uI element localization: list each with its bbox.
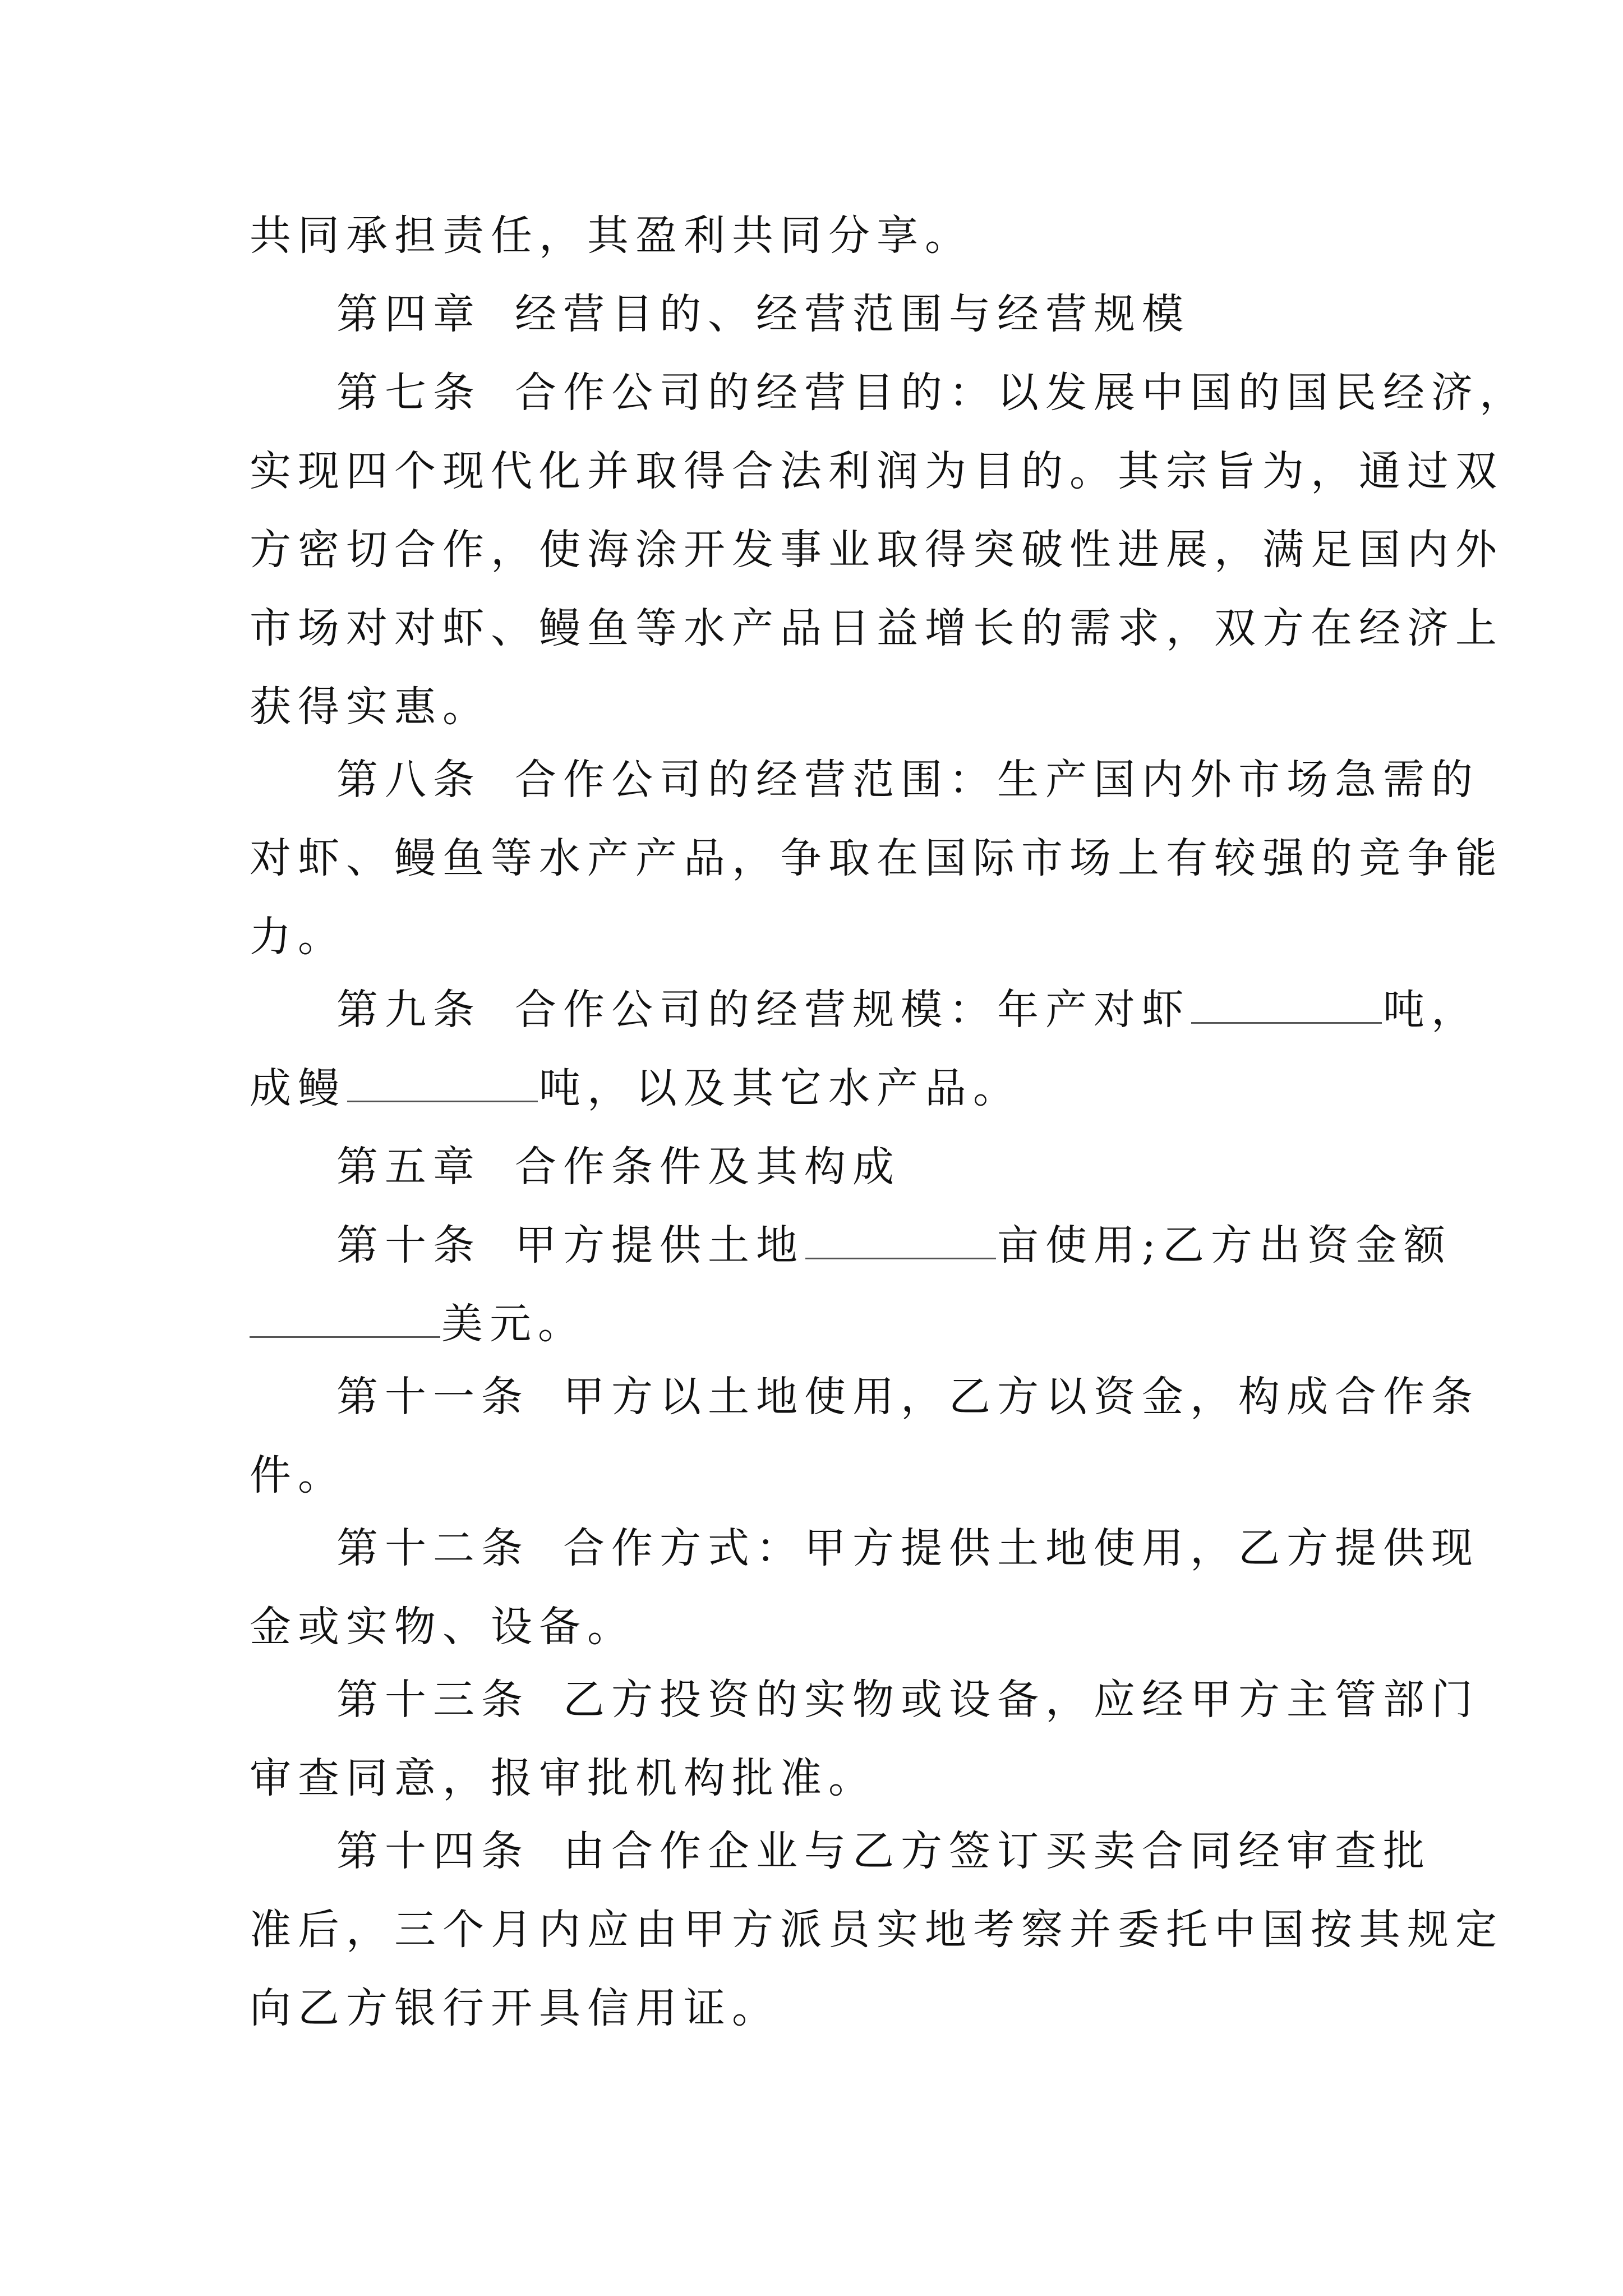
article-text: 合作公司的经营规模：年产对虾 xyxy=(515,986,1190,1034)
text-span: 成鳗 xyxy=(250,1064,346,1112)
article-text: 合作公司的经营目的：以发展中国的国民经济， xyxy=(515,369,1528,417)
article-text: 吨， xyxy=(1383,986,1479,1034)
article-number: 第十一条 xyxy=(336,1373,529,1421)
text-line xyxy=(250,1980,780,2036)
article-number: 第九条 xyxy=(336,986,481,1034)
text-span: 审查同意，报审批机构批准。 xyxy=(250,1754,877,1802)
chapter-number: 第四章 xyxy=(336,290,481,338)
article-line xyxy=(336,365,1528,421)
text-line xyxy=(250,1599,635,1655)
chapter-title: 合作条件及其构成 xyxy=(515,1143,901,1191)
article-text: 乙方投资的实物或设备，应经甲方主管部门 xyxy=(563,1676,1479,1724)
fill-blank xyxy=(805,1218,996,1259)
chapter-title: 经营目的、经营范围与经营规模 xyxy=(515,290,1190,338)
text-line xyxy=(250,1902,1504,1958)
article-line xyxy=(336,1520,1479,1576)
article-text: 亩使用;乙方出资金额 xyxy=(997,1221,1452,1269)
article-number: 第十条 xyxy=(336,1221,481,1269)
text-span: 共同承担责任，其盈利共同分享。 xyxy=(250,211,973,260)
text-line xyxy=(250,600,1504,656)
text-span: 获得实惠。 xyxy=(250,683,491,731)
text-span: 吨，以及其它水产品。 xyxy=(539,1064,1021,1112)
text-line xyxy=(250,522,1504,578)
text-line xyxy=(250,909,346,965)
text-line xyxy=(250,443,1504,499)
text-span: 金或实物、设备。 xyxy=(250,1603,635,1651)
article-line xyxy=(336,752,1479,808)
text-line xyxy=(250,830,1504,886)
text-line xyxy=(250,208,973,264)
chapter-heading xyxy=(336,1139,901,1195)
text-span: 实现四个现代化并取得合法利润为目的。其宗旨为，通过双 xyxy=(250,447,1504,495)
article-number: 第十二条 xyxy=(336,1524,529,1572)
text-span: 件。 xyxy=(250,1451,346,1499)
article-line xyxy=(336,982,1479,1038)
fill-blank xyxy=(347,1061,538,1102)
article-line xyxy=(336,1672,1479,1728)
text-span: 准后，三个月内应由甲方派员实地考察并委托中国按其规定 xyxy=(250,1906,1504,1954)
article-text: 甲方以土地使用，乙方以资金，构成合作条 xyxy=(563,1373,1479,1421)
article-line xyxy=(336,1369,1479,1425)
text-span: 市场对对虾、鳗鱼等水产品日益增长的需求，双方在经济上 xyxy=(250,604,1504,652)
article-number: 第十三条 xyxy=(336,1676,529,1724)
chapter-number: 第五章 xyxy=(336,1143,481,1191)
fill-blank xyxy=(250,1297,440,1338)
text-line xyxy=(250,1750,877,1806)
article-number: 第十四条 xyxy=(336,1827,529,1875)
article-number: 第七条 xyxy=(336,369,481,417)
text-line xyxy=(250,1296,586,1352)
text-span: 力。 xyxy=(250,913,346,961)
article-text: 合作方式：甲方提供土地使用，乙方提供现 xyxy=(563,1524,1479,1572)
chapter-heading xyxy=(336,286,1190,342)
text-span: 对虾、鳗鱼等水产产品，争取在国际市场上有较强的竞争能 xyxy=(250,834,1504,882)
text-line xyxy=(250,679,491,735)
article-line xyxy=(336,1217,1452,1273)
text-line xyxy=(250,1060,1021,1116)
text-span: 美元。 xyxy=(441,1300,586,1348)
text-span: 向乙方银行开具信用证。 xyxy=(250,1984,780,2032)
text-span: 方密切合作，使海涂开发事业取得突破性进展，满足国内外 xyxy=(250,526,1504,574)
text-line xyxy=(250,1447,346,1503)
article-line xyxy=(336,1823,1431,1879)
article-text: 合作公司的经营范围：生产国内外市场急需的 xyxy=(515,756,1479,804)
article-text: 由合作企业与乙方签订买卖合同经审查批 xyxy=(563,1827,1431,1875)
article-text: 甲方提供土地 xyxy=(515,1221,804,1269)
fill-blank xyxy=(1191,983,1382,1024)
article-number: 第八条 xyxy=(336,756,481,804)
